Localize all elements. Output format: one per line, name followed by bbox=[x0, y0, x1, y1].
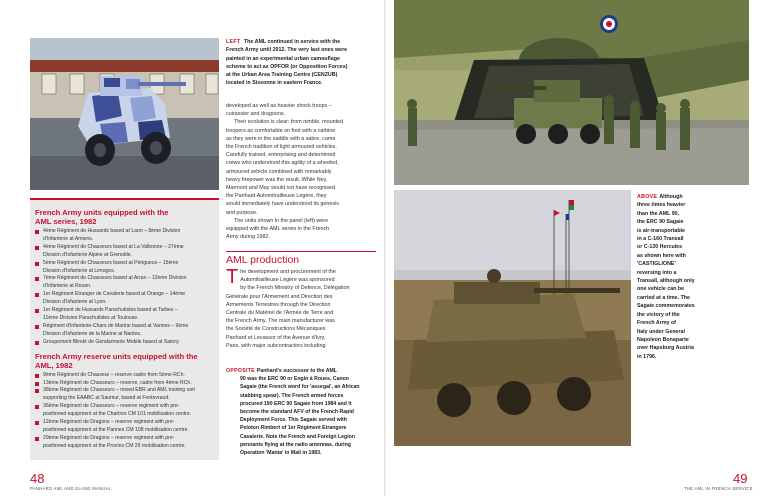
list-item: 9ème Régiment de Chasseur – reserve cadre from 5ème RCh. bbox=[35, 372, 215, 380]
active-units-list bbox=[35, 228, 215, 347]
left-page bbox=[0, 0, 385, 496]
list-item: 13ème Régiment de Chasseurs – reserve, cadre from 4ème RCh. bbox=[35, 380, 215, 388]
list-item: 38ème Régiment de Chasseurs – mixed EBR and AML training unit supporting the EAABC at Saumur, based at Fontevraud. bbox=[35, 387, 215, 403]
list-item: 1er Régiment de Hussards Parachutistes based at Tarbes – 11ème Division Parachutistes at Toulouse. bbox=[35, 307, 215, 323]
erc90-desert-photo bbox=[394, 190, 631, 446]
footer-right: THE AML IN FRENCH SERVICE bbox=[684, 486, 753, 491]
list-item: 1er Régiment Etranger de Cavalerie based at Orange – 14ème Division d'Infanterie at Lyon. bbox=[35, 291, 215, 307]
list-item: Groupement Blindé de Gendarmerie Mobile based at Satory. bbox=[35, 339, 215, 347]
aml-production-text: T he development and procurement of the Automitrailleuse Légère was sponsored by the French Ministry of Defence, Délégation Générale pour l'Armement and Direction des Armements Terrestres through the Direction Centrale du Matériel de l'Armée de Terre and the French Army. The main manufacturer was the Société de Constructions Mécaniques Panhard et Levassor of the Avenue d'Ivry, Paris, with major subcontractors including bbox=[226, 266, 350, 349]
list-item: 4ème Régiment de Hussards based at Laon – 8ème Division d'Infanterie at Amiens. bbox=[35, 228, 215, 244]
caption-above-photo: ABOVE Although three times heavier than the AML 90, the ERC 90 Sagaie is air-transportable in a C-160 Transall or C-130 Hercules as shown here with 'CASTIGLIONE' reversing into a Transall, although only one vehicle can be carried at a time. The Sagaie commemorates the victory of the French Army of Italy under General Napoleon Bonaparte over Hapsburg Austria in 1796. bbox=[637, 194, 695, 360]
caption-line: painted in an experimental urban camouflage bbox=[226, 55, 340, 62]
right-page bbox=[386, 0, 771, 496]
transall-loading-photo bbox=[394, 0, 749, 185]
caption-line: French Army until 2012. The very last ones were bbox=[226, 47, 348, 54]
list-item: Régiment d'Infanterie-Chars de Marine based at Vannes – 9ème Division d'Infanterie de la Marine at Nantes. bbox=[35, 323, 215, 339]
list-item: 4ème Régiment de Chasseurs based at La Valbonne – 27ème Division d'Infanterie Alpine at Grenoble. bbox=[35, 244, 215, 260]
caption-lead: LEFT bbox=[226, 39, 241, 45]
list-item: 5ème Régiment de Chasseurs based at Périgueux – 15ème Division d'Infanterie at Limoges. bbox=[35, 260, 215, 276]
list-item: 29ème Régiment de Dragons – reserve regiment with pre- positioned equipment at the Provins CM 29 mobilisation centre. bbox=[35, 435, 215, 451]
panel-heading-reserve: French Army reserve units equipped with the AML, 1982 bbox=[35, 351, 198, 370]
caption-line: at the Urban Area Training Centre (CENZUB) bbox=[226, 72, 338, 79]
body-text: developed as well as heavier shock troops – cuirassier and dragoons. Their evolution is clear: from nimble, mounted troopers as comfortable on foot with a carbine as they were in the saddle with a sabre, came the French tradition of light armoured vehicles. Carefully trained, enterprising and determined crews who understood this agility of a wheeled, armoured vehicle combined with remarkably heavy firepower was the result. While Ney, Marmont and May would not have recognised the Panhard Automitrailleuse Légère, they would immediately have understood its genesis and purpose. The units shown in the panel (left) were equipped with the AML series in the French Army during 1982. bbox=[226, 103, 344, 241]
caption-lead: ABOVE bbox=[637, 194, 658, 200]
list-item: 7ème Régiment de Chasseurs based at Arras – 12ème Division d'Infanterie at Rouen. bbox=[35, 275, 215, 291]
reserve-units-list bbox=[35, 372, 215, 451]
footer-left: PANHARD AML AND ELAND MANUAL bbox=[30, 486, 112, 491]
caption-opposite-photo: OPPOSITE Panhard's successor to the AML 90 was the ERC 90 or Engin à Roues, Canon Sagaie (the French word for 'assegai', an African stabbing spear). The French armed forces procured 190 ERC 90 Sagaie from 1984 and it become the standard AFV of the French Rapid Deployment Force. This Sagaie served with Peloton Rimbert of 1er Régiment Etrangere Cavalerie. Note the French and Foreign Legion pennants flying at the radio antennas, during Operation 'Manta' in Mali in 1983. bbox=[226, 368, 360, 457]
caption-lead: OPPOSITE bbox=[226, 368, 255, 374]
section-heading: AML production bbox=[226, 251, 376, 266]
page-number-left: 48 bbox=[30, 471, 45, 486]
camouflaged-aml-photo bbox=[30, 38, 219, 190]
caption-left-photo bbox=[226, 38, 376, 88]
caption-line: scheme to act as OPFOR (or Opposition Forces) bbox=[226, 63, 348, 70]
units-panel bbox=[30, 198, 219, 460]
list-item: 12ème Régiment de Dragons – reserve regiment with pre- positioned equipment at the Pannes CM 108 mobilisation centre. bbox=[35, 419, 215, 435]
panel-heading-active: French Army units equipped with the AML series, 1982 bbox=[35, 208, 169, 226]
caption-line: located in Sissonne in eastern France. bbox=[226, 80, 323, 87]
caption-line: The AML continued in service with the bbox=[243, 39, 341, 45]
list-item: 36ème Régiment de Chasseurs – reserve regiment with pre- positioned equipment at the Chartres CM 101 mobilisation centre. bbox=[35, 403, 215, 419]
page-number-right: 49 bbox=[733, 471, 748, 486]
drop-cap: T bbox=[226, 266, 239, 288]
